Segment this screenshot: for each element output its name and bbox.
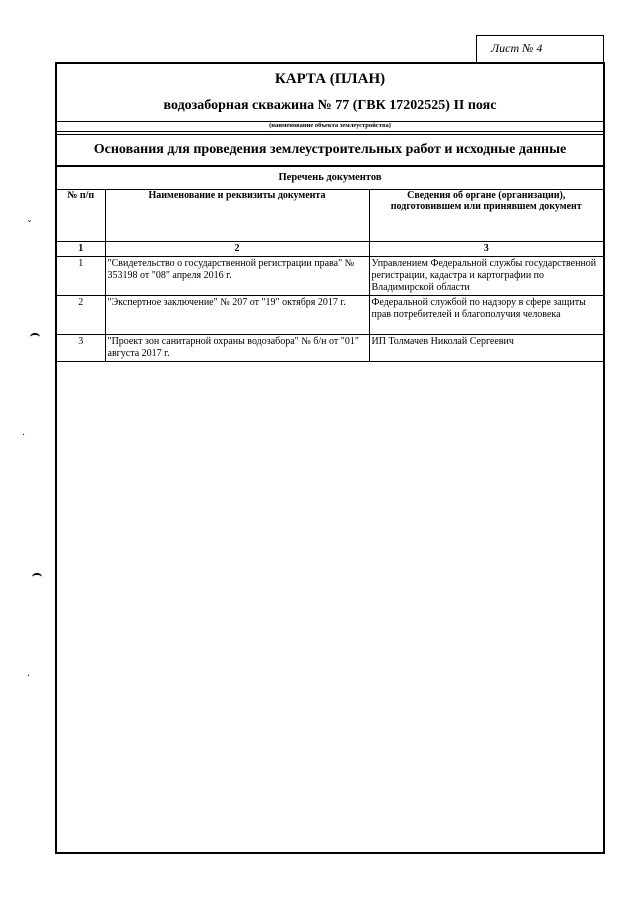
table-row: [57, 335, 603, 362]
sheet-number-label: Лист № 4: [476, 35, 604, 62]
table-header-row: [57, 189, 603, 242]
column-number-row: [57, 242, 603, 257]
column-number: 3: [369, 242, 603, 257]
organization-name: Управлением Федеральной службы государственной регистрации, кадастра и картографии по Владимирской области: [369, 257, 603, 296]
page-title: КАРТА (ПЛАН): [274, 71, 386, 87]
row-number: 3: [57, 335, 105, 362]
column-header-number: № п/п: [57, 189, 105, 242]
section-title-basis: Основания для проведения землеустроительных работ и исходные данные: [57, 134, 603, 166]
row-number: 2: [57, 296, 105, 335]
object-name: водозаборная скважина № 77 (ГВК 17202525) II пояс: [163, 98, 497, 113]
table-row: [57, 257, 603, 296]
document-name: "Проект зон санитарной охраны водозабора" № б/н от "01" августа 2017 г.: [105, 335, 369, 362]
documents-table: [57, 189, 603, 362]
scan-mark: [32, 573, 42, 581]
document-frame: [55, 62, 605, 854]
scan-mark: ˇ: [27, 220, 32, 231]
organization-name: ИП Толмачев Николай Сергеевич: [369, 335, 603, 362]
column-number: 1: [57, 242, 105, 257]
title-block: [57, 64, 603, 122]
scan-mark: ·: [27, 671, 31, 682]
document-list-title: Перечень документов: [57, 166, 603, 190]
scan-mark: [30, 333, 40, 341]
table-row: [57, 296, 603, 335]
document-name: "Экспертное заключение" № 207 от "19" октября 2017 г.: [105, 296, 369, 335]
column-header-organization: Сведения об органе (организации), подготовившем или принявшем документ: [369, 189, 603, 242]
column-header-document: Наименование и реквизиты документа: [105, 189, 369, 242]
organization-name: Федеральной службой по надзору в сфере защиты прав потребителей и благополучия человека: [369, 296, 603, 335]
object-name-caption: (наименование объекта землеустройства): [57, 121, 603, 132]
scan-mark: ·: [22, 430, 26, 441]
row-number: 1: [57, 257, 105, 296]
document-name: "Свидетельство о государственной регистрации права" № 353198 от "08" апреля 2016 г.: [105, 257, 369, 296]
column-number: 2: [105, 242, 369, 257]
